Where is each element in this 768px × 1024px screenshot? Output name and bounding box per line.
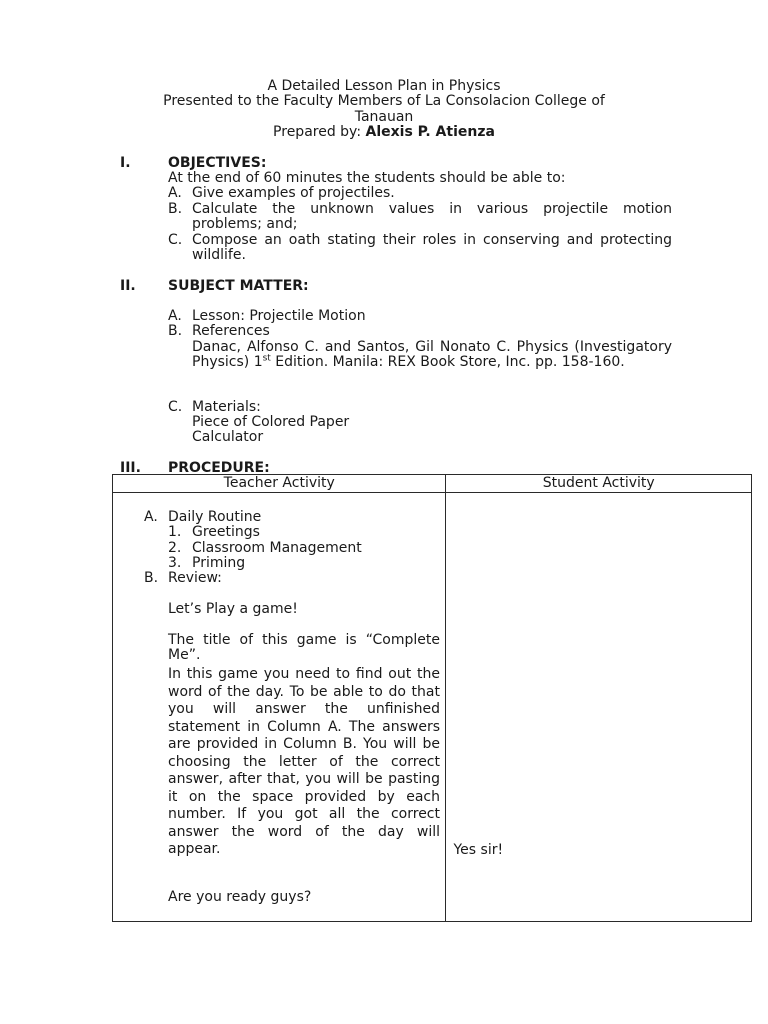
subject-heading: SUBJECT MATTER: — [168, 278, 309, 294]
student-activity-header: Student Activity — [446, 475, 752, 493]
prepared-by — [0, 125, 768, 140]
objective-letter: C. — [168, 232, 183, 248]
reference-citation — [192, 340, 672, 371]
materials-letter: C. — [168, 399, 183, 415]
student-reply: Yes sir! — [453, 842, 504, 858]
game-instructions: In this game you need to find out the word of the day. To be able to do that you will answer the unfinished statement in Column A. The answers are provided in Column B. You will be choosing the letter of the correct answer, after that, you will be pasting it on the space provided by each number. If you got all the correct answer the word of the day will appear. — [168, 666, 440, 857]
procedure-table — [112, 474, 752, 922]
routine-letter: A. — [144, 509, 158, 525]
routine-item: Classroom Management — [192, 540, 362, 556]
play-text: Let’s Play a game! — [168, 601, 298, 617]
material-item: Calculator — [192, 429, 264, 445]
teacher-activity-header: Teacher Activity — [113, 475, 446, 493]
objectives-numeral: I. — [120, 155, 131, 171]
objective-letter: A. — [168, 185, 182, 201]
routine-item: Priming — [192, 555, 246, 571]
author-name: Alexis P. Atienza — [365, 124, 495, 140]
doc-title: A Detailed Lesson Plan in Physics — [267, 78, 501, 94]
student-activity-cell — [446, 493, 752, 922]
objectives-heading: OBJECTIVES: — [168, 155, 267, 171]
objective-item: Compose an oath stating their roles in conserving and protecting wildlife. — [192, 232, 672, 264]
references-label: References — [192, 323, 270, 339]
subject-numeral: II. — [120, 278, 136, 294]
materials-label: Materials: — [192, 399, 261, 415]
review-letter: B. — [144, 570, 159, 586]
ready-question: Are you ready guys? — [168, 889, 312, 905]
routine-num: 2. — [168, 540, 182, 556]
material-item: Piece of Colored Paper — [192, 414, 350, 430]
teacher-activity-cell — [113, 493, 446, 922]
references-letter: B. — [168, 323, 183, 339]
doc-subtitle: Presented to the Faculty Members of La Consolacion College of — [163, 93, 605, 109]
prepared-label: Prepared by: — [273, 124, 366, 140]
procedure-numeral: III. — [120, 460, 141, 476]
objective-letter: B. — [168, 201, 183, 217]
citation-part: Edition. Manila: REX Book Store, Inc. pp. 158-160. — [270, 354, 625, 371]
lesson-letter: A. — [168, 308, 182, 324]
objective-item: Calculate the unknown values in various projectile motion problems; and; — [192, 201, 672, 233]
review-label: Review: — [168, 570, 222, 586]
procedure-heading: PROCEDURE: — [168, 460, 270, 476]
routine-label: Daily Routine — [168, 509, 262, 525]
doc-subtitle-cont: Tanauan — [354, 109, 414, 125]
routine-item: Greetings — [192, 524, 260, 540]
citation-part: Danac, Alfonso C. and Santos, Gil Nonato C. Physics (Investigatory Physics) 1 — [192, 339, 672, 371]
routine-num: 3. — [168, 555, 182, 571]
game-title-text: The title of this game is “Complete Me”. — [168, 632, 440, 664]
objective-item: Give examples of projectiles. — [192, 185, 395, 201]
lesson-text: Lesson: Projectile Motion — [192, 308, 366, 324]
objectives-intro: At the end of 60 minutes the students should be able to: — [168, 170, 566, 186]
routine-num: 1. — [168, 524, 182, 540]
citation-sup: st — [262, 353, 271, 364]
